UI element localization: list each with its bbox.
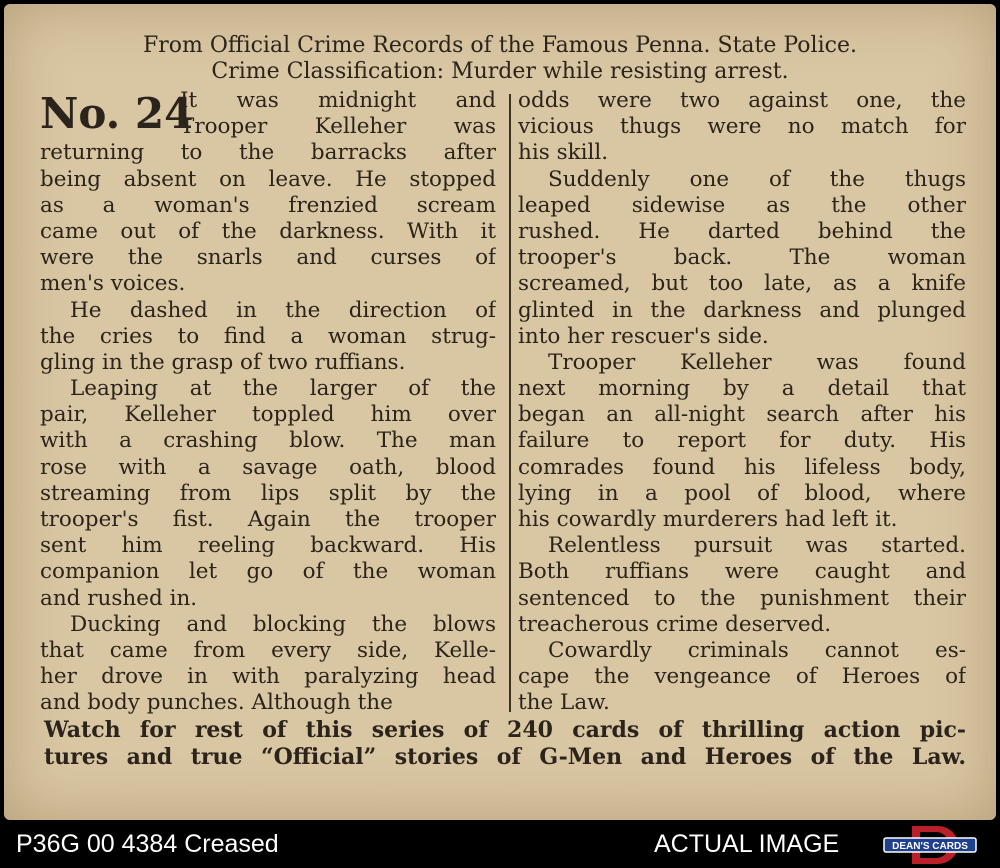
right-text-line: his cowardly murderers had left it. — [518, 507, 898, 532]
right-text-line: glinted in the darkness and plunged — [518, 297, 966, 323]
left-text-line: with a crashing blow. The man — [40, 428, 496, 454]
right-text-line: treacherous crime deserved. — [518, 611, 832, 637]
trading-card-back — [4, 4, 996, 820]
left-text-line: were the snarls and curses of — [40, 245, 496, 271]
left-text-line: rose with a savage oath, blood — [40, 454, 496, 480]
actual-image-label: ACTUAL IMAGE — [654, 830, 840, 858]
left-text-line: men's voices. — [40, 271, 186, 297]
right-text-line: leaped sidewise as the other — [518, 192, 966, 218]
left-text-line: Leaping at the larger of the — [70, 376, 496, 402]
left-text-line: as a woman's frenzied scream — [40, 192, 496, 218]
left-text-line: He dashed in the direction of — [70, 297, 496, 323]
right-text-line: cape the vengeance of Heroes of — [518, 664, 966, 690]
right-text-line: the Law. — [518, 690, 610, 716]
deans-cards-logo-icon — [882, 824, 978, 866]
left-text-line: gling in the grasp of two ruffians. — [40, 349, 406, 375]
right-text-line: next morning by a detail that — [518, 376, 966, 402]
left-text-line: her drove in with paralyzing head — [40, 664, 496, 690]
right-text-line: began an all-night search after his — [518, 402, 966, 428]
left-text-line: the cries to find a woman strug- — [40, 323, 496, 349]
card-number: No. 24 — [40, 89, 194, 138]
left-text-line: sent him reeling backward. His — [40, 533, 496, 559]
left-text-line: returning to the barracks after — [40, 140, 496, 166]
left-text-line: trooper's fist. Again the trooper — [40, 507, 496, 532]
right-text-line: his skill. — [518, 140, 609, 166]
right-text-line: sentenced to the punishment their — [518, 585, 966, 611]
caption-bar — [0, 822, 1000, 868]
right-text-line: vicious thugs were no match for — [518, 114, 966, 140]
header-line-2: Crime Classification: Murder while resisting arrest. — [211, 59, 789, 84]
left-text-column — [40, 88, 496, 717]
right-text-line: into her rescuer's side. — [518, 323, 769, 349]
footer-line-1: Watch for rest of this series of 240 cards of thrilling action pic- — [44, 717, 966, 743]
left-text-line: pair, Kelleher toppled him over — [40, 402, 496, 428]
right-text-column — [518, 88, 966, 717]
footer-line-2: tures and true “Official” stories of G-Men and Heroes of the Law. — [44, 744, 966, 770]
listing-id-text: P36G 00 4384 Creased — [16, 830, 279, 858]
right-text-line: trooper's back. The woman — [518, 245, 966, 271]
right-text-line: comrades found his lifeless body, — [518, 454, 966, 480]
right-text-line: screamed, but too late, as a knife — [518, 271, 966, 297]
right-text-line: Both ruffians were caught and — [518, 559, 966, 585]
logo-text: DEAN'S CARDS — [892, 841, 968, 852]
column-divider — [509, 94, 511, 712]
header-line-1: From Official Crime Records of the Famous Penna. State Police. — [143, 33, 857, 58]
left-text-line: came out of the darkness. With it — [40, 218, 496, 244]
left-text-line: It was midnight and — [180, 88, 496, 113]
left-text-line: Ducking and blocking the blows — [70, 611, 496, 637]
left-text-line: being absent on leave. He stopped — [40, 166, 496, 192]
right-text-line: Relentless pursuit was started. — [548, 533, 966, 559]
right-text-line: rushed. He darted behind the — [518, 218, 966, 244]
right-text-line: Suddenly one of the thugs — [548, 166, 966, 192]
right-text-line: failure to report for duty. His — [518, 428, 966, 454]
left-text-line: companion let go of the woman — [40, 559, 496, 585]
left-text-line: and body punches. Although the — [40, 690, 393, 716]
right-text-line: odds were two against one, the — [518, 88, 966, 113]
right-text-line: Cowardly criminals cannot es- — [548, 637, 966, 663]
right-text-line: lying in a pool of blood, where — [518, 480, 966, 506]
right-text-line: Trooper Kelleher was found — [548, 349, 966, 375]
left-text-line: and rushed in. — [40, 585, 198, 611]
left-text-line: Trooper Kelleher was — [180, 114, 496, 140]
left-text-line: that came from every side, Kelle- — [40, 637, 496, 663]
left-text-line: streaming from lips split by the — [40, 480, 496, 506]
